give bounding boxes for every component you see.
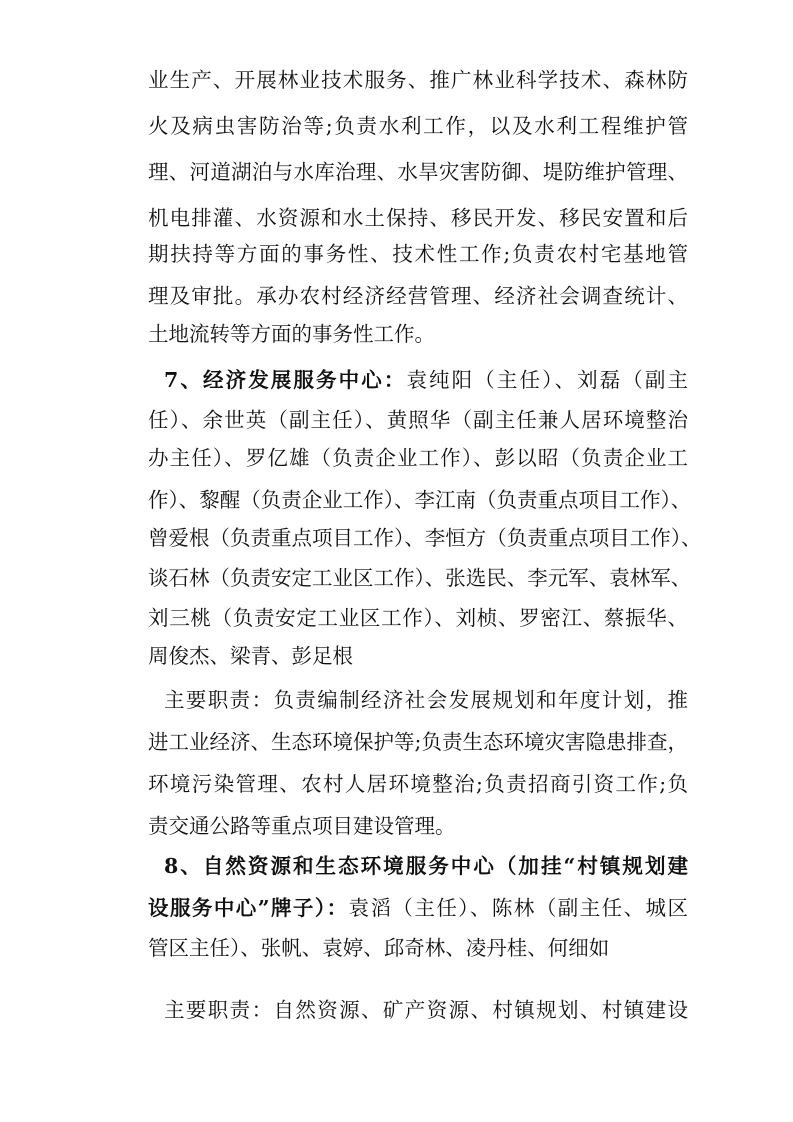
sec6-line-7: 土地流转等方面的事务性工作。 bbox=[148, 322, 435, 346]
sec8-line-2 bbox=[148, 888, 688, 928]
sec6-line-6: 理及审批。承办农村经济经营管理、经济社会调查统计、 bbox=[148, 284, 688, 308]
sec7-first-rest: 袁纯阳（主任）、刘磊（副主 bbox=[406, 368, 688, 392]
sec7-heading: 7、经济发展服务中心： bbox=[164, 368, 407, 392]
sec7-line-3: 办主任）、罗亿雄（负责企业工作）、彭以昭（负责企业工 bbox=[148, 446, 688, 470]
sec6-line-1: 业生产、开展林业技术服务、推广林业科学技术、森林防 bbox=[148, 68, 688, 92]
sec7-line-2: 任）、余世英（副主任）、黄照华（副主任兼人居环境整治 bbox=[148, 408, 688, 432]
sec7-duty-line-4: 责交通公路等重点项目建设管理。 bbox=[148, 814, 456, 838]
sec7-line-6: 谈石林（负责安定工业区工作）、张选民、李元军、袁林军、 bbox=[148, 566, 692, 590]
sec8-line-2-rest: 袁滔（主任）、陈林（副主任、城区 bbox=[348, 896, 689, 920]
sec8-line-3: 管区主任）、张帆、袁婷、邱奇林、凌丹桂、何细如 bbox=[148, 936, 610, 960]
sec6-line-3: 理、河道湖泊与水库治理、水旱灾害防御、堤防维护管理、 bbox=[148, 160, 688, 184]
sec8-heading-line-1: 8、自然资源和生态环境服务中心（加挂“村镇规划建 bbox=[164, 854, 688, 878]
sec6-line-2: 火及病虫害防治等;负责水利工作，以及水利工程维护管 bbox=[148, 114, 688, 138]
sec7-duty-line-3: 环境污染管理、农村人居环境整治;负责招商引资工作;负 bbox=[148, 772, 688, 796]
sec7-duty-line-2: 进工业经济、生态环境保护等;负责生态环境灾害隐患排查， bbox=[148, 730, 688, 754]
sec7-line-4: 作）、黎醒（负责企业工作）、李江南（负责重点项目工作）、 bbox=[148, 488, 692, 512]
sec7-line-7: 刘三桃（负责安定工业区工作）、刘桢、罗密江、蔡振华、 bbox=[148, 606, 688, 630]
sec7-line-8: 周俊杰、梁青、彭足根 bbox=[148, 644, 353, 668]
sec7-duty-line-1: 主要职责：负责编制经济社会发展规划和年度计划，推 bbox=[164, 688, 688, 712]
sec8-heading-line-2: 设服务中心”牌子）： bbox=[148, 896, 349, 920]
sec8-duty-line-1: 主要职责：自然资源、矿产资源、村镇规划、村镇建设 bbox=[164, 998, 688, 1022]
sec7-line-5: 曾爱根（负责重点项目工作）、李恒方（负责重点项目工作）、 bbox=[148, 526, 702, 550]
sec6-line-5: 期扶持等方面的事务性、技术性工作;负责农村宅基地管 bbox=[148, 242, 688, 266]
sec7-first-line bbox=[164, 360, 688, 400]
sec6-line-4: 机电排灌、水资源和水土保持、移民开发、移民安置和后 bbox=[148, 206, 688, 230]
